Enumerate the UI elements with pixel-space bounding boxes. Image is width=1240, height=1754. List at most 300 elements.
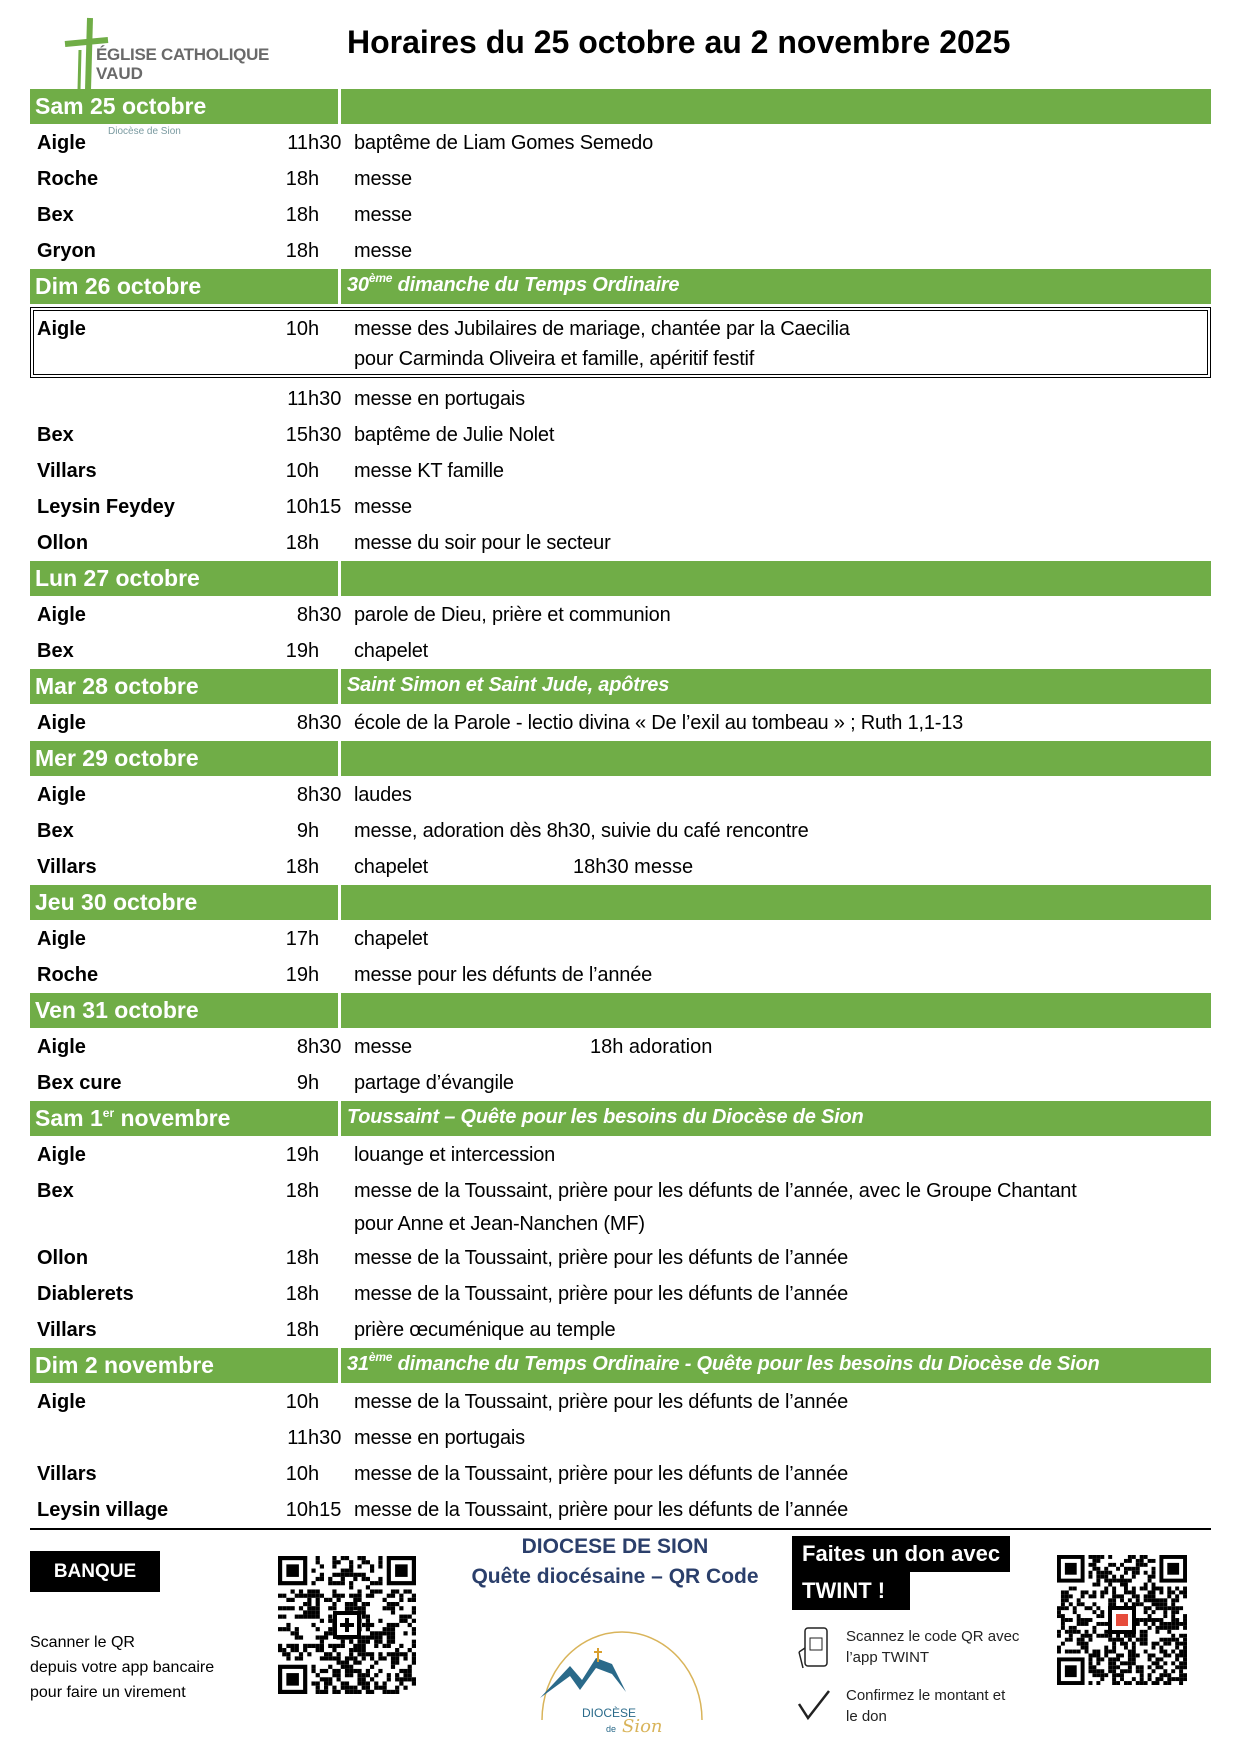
time-minutes: h [308, 1283, 320, 1305]
time [257, 1384, 347, 1420]
qr-module [1124, 1583, 1128, 1587]
qr-module [1069, 1650, 1073, 1654]
qr-module [328, 1677, 332, 1681]
time [257, 1137, 347, 1173]
description [347, 597, 671, 633]
qr-module [1124, 1587, 1128, 1591]
qr-module [366, 1623, 370, 1627]
description-text: messe [354, 1036, 412, 1058]
qr-module [403, 1589, 407, 1593]
qr-module [1163, 1622, 1167, 1626]
qr-module [1163, 1642, 1167, 1646]
qr-module [1144, 1606, 1148, 1610]
qr-module [1120, 1653, 1124, 1657]
qr-module [328, 1581, 332, 1585]
twint-step-text: le don [846, 1708, 887, 1725]
qr-module [303, 1602, 307, 1606]
qr-module [1120, 1594, 1124, 1598]
description-text: baptême de Liam Gomes Semedo [354, 132, 654, 154]
diocese-logo-word: DIOCÈSE [582, 1706, 637, 1720]
qr-module [1069, 1626, 1073, 1630]
qr-module [1108, 1571, 1112, 1575]
qr-module [1171, 1622, 1175, 1626]
qr-module [1100, 1669, 1104, 1673]
place: Bex cure [37, 1072, 122, 1094]
qr-module [1089, 1681, 1093, 1685]
place: Villars [37, 460, 97, 482]
liturgical-note-text: 31 [347, 1353, 369, 1375]
qr-module [1128, 1598, 1132, 1602]
qr-module [1163, 1626, 1167, 1630]
qr-module [403, 1677, 407, 1681]
qr-module [408, 1665, 412, 1669]
qr-module [362, 1677, 366, 1681]
time [257, 381, 347, 417]
qr-module [366, 1602, 370, 1606]
qr-module [311, 1581, 315, 1585]
qr-module [1096, 1669, 1100, 1673]
qr-module [374, 1581, 378, 1585]
qr-module [1128, 1638, 1132, 1642]
qr-module [1140, 1673, 1144, 1677]
qr-module [316, 1556, 320, 1560]
liturgical-note-text: Saint Simon et Saint Jude, apôtres [347, 674, 670, 696]
qr-module [1057, 1646, 1061, 1650]
qr-module [1144, 1610, 1148, 1614]
qr-module [412, 1677, 416, 1681]
qr-module [1061, 1622, 1065, 1626]
qr-module [412, 1610, 416, 1614]
qr-module [387, 1602, 391, 1606]
qr-module [316, 1690, 320, 1694]
schedule-row [30, 1420, 1211, 1456]
qr-module [1140, 1563, 1144, 1567]
qr-module [286, 1623, 290, 1627]
day-label-text: Mer 29 octobre [35, 745, 199, 771]
time-minutes: h [308, 1463, 320, 1485]
qr-module [1171, 1677, 1175, 1681]
qr-module [337, 1690, 341, 1694]
qr-module [403, 1686, 407, 1690]
qr-module [320, 1619, 324, 1623]
qr-module [408, 1589, 412, 1593]
qr-module [311, 1594, 315, 1598]
qr-module [337, 1594, 341, 1598]
qr-module [345, 1606, 349, 1610]
qr-module [345, 1665, 349, 1669]
qr-module [1179, 1622, 1183, 1626]
qr-module [408, 1677, 412, 1681]
qr-module [1175, 1594, 1179, 1598]
qr-module [1120, 1563, 1124, 1567]
qr-module [1159, 1673, 1163, 1677]
qr-module [412, 1681, 416, 1685]
liturgical-note [341, 741, 1211, 776]
qr-module [337, 1644, 341, 1648]
qr-module [324, 1677, 328, 1681]
qr-module [1065, 1598, 1069, 1602]
qr-module [366, 1627, 370, 1631]
time [257, 597, 347, 633]
qr-module [1132, 1587, 1136, 1591]
qr-module [1120, 1575, 1124, 1579]
schedule-row [30, 1492, 1211, 1528]
qr-module [311, 1623, 315, 1627]
qr-module [362, 1610, 366, 1614]
qr-module [1057, 1610, 1061, 1614]
qr-module [303, 1594, 307, 1598]
qr-module [1132, 1646, 1136, 1650]
qr-module [1152, 1618, 1156, 1622]
qr-module [1100, 1571, 1104, 1575]
qr-module [1167, 1642, 1171, 1646]
qr-module [399, 1652, 403, 1656]
qr-module [399, 1598, 403, 1602]
qr-module [1144, 1587, 1148, 1591]
qr-module [374, 1589, 378, 1593]
qr-module [357, 1573, 361, 1577]
description-text: chapelet [354, 856, 429, 878]
qr-module [337, 1573, 341, 1577]
time-hour: 11 [287, 132, 308, 154]
qr-module [1132, 1661, 1136, 1665]
qr-module [328, 1619, 332, 1623]
divider [30, 1528, 1211, 1530]
qr-module [378, 1656, 382, 1660]
qr-module [1120, 1661, 1124, 1665]
qr-module [320, 1656, 324, 1660]
time [257, 417, 347, 453]
qr-module [1163, 1610, 1167, 1614]
qr-module [1167, 1681, 1171, 1685]
time [257, 705, 347, 741]
qr-module [1128, 1650, 1132, 1654]
qr-module [1089, 1653, 1093, 1657]
qr-module [408, 1648, 412, 1652]
qr-module [1132, 1677, 1136, 1681]
qr-module [1171, 1598, 1175, 1602]
time-hour: 17 [285, 928, 308, 950]
qr-module [378, 1564, 382, 1568]
qr-module [366, 1585, 370, 1589]
qr-module [370, 1656, 374, 1660]
qr-module [391, 1656, 395, 1660]
qr-module [1112, 1587, 1116, 1591]
qr-module [332, 1656, 336, 1660]
place: Bex [37, 1180, 74, 1202]
qr-module [353, 1648, 357, 1652]
qr-module [332, 1564, 336, 1568]
qr-module [1155, 1618, 1159, 1622]
qr-module [1112, 1665, 1116, 1669]
qr-module [1124, 1646, 1128, 1650]
qr-module [316, 1681, 320, 1685]
qr-module [412, 1606, 416, 1610]
twint-qr-code[interactable] [1057, 1555, 1187, 1685]
qr-module [1167, 1630, 1171, 1634]
qr-module [1077, 1614, 1081, 1618]
qr-module [316, 1598, 320, 1602]
qr-module [341, 1594, 345, 1598]
qr-module [303, 1610, 307, 1614]
qr-module [303, 1644, 307, 1648]
qr-module [1096, 1614, 1100, 1618]
schedule-row [30, 705, 1211, 741]
qr-module [328, 1631, 332, 1635]
qr-module [1120, 1673, 1124, 1677]
place: Aigle [37, 318, 86, 340]
place: Aigle [37, 132, 86, 154]
place: Aigle [37, 928, 86, 950]
qr-module [311, 1615, 315, 1619]
qr-module [316, 1648, 320, 1652]
bank-instructions [30, 1630, 214, 1705]
qr-module [1171, 1618, 1175, 1622]
time-minutes: h30 [308, 424, 342, 446]
qr-module [1096, 1571, 1100, 1575]
day-label-text: novembre [114, 1105, 231, 1131]
qr-module [1108, 1650, 1112, 1654]
qr-module [1155, 1657, 1159, 1661]
qr-module [1096, 1657, 1100, 1661]
qr-module [1073, 1610, 1077, 1614]
qr-module [412, 1627, 416, 1631]
qr-module [1096, 1634, 1100, 1638]
qr-module [345, 1690, 349, 1694]
qr-module [362, 1652, 366, 1656]
qr-module [1120, 1638, 1124, 1642]
qr-module [311, 1665, 315, 1669]
qr-module [1100, 1614, 1104, 1618]
qr-module [1061, 1598, 1065, 1602]
qr-module [1175, 1653, 1179, 1657]
qr-module [286, 1652, 290, 1656]
qr-module [1089, 1634, 1093, 1638]
qr-module [1144, 1630, 1148, 1634]
day-label-text: Ven 31 octobre [35, 997, 199, 1023]
liturgical-note-text: dimanche du Temps Ordinaire - Quête pour les besoins du Diocèse de Sion [392, 1353, 1100, 1375]
description-text: messe de la Toussaint, prière pour les défunts de l’année [354, 1391, 849, 1413]
diocese-de-sion-logo [530, 1600, 710, 1740]
qr-module [1108, 1634, 1112, 1638]
qr-module [1100, 1657, 1104, 1661]
qr-module [1171, 1626, 1175, 1630]
qr-module [332, 1606, 336, 1610]
qr-module [349, 1606, 353, 1610]
qr-module [387, 1635, 391, 1639]
qr-module [320, 1573, 324, 1577]
time-hour: 11 [287, 388, 308, 410]
schedule-row [30, 1312, 1211, 1348]
schedule-row [30, 921, 1211, 957]
qr-module [1148, 1626, 1152, 1630]
qr-module [337, 1560, 341, 1564]
qr-module [1081, 1634, 1085, 1638]
time [257, 1065, 347, 1101]
qr-module [1140, 1630, 1144, 1634]
qr-module [1108, 1665, 1112, 1669]
description [347, 957, 652, 993]
qr-module [1140, 1681, 1144, 1685]
qr-module [1116, 1681, 1120, 1685]
qr-module [299, 1606, 303, 1610]
qr-module [316, 1594, 320, 1598]
qr-module [332, 1573, 336, 1577]
qr-module [1155, 1606, 1159, 1610]
qr-module [403, 1673, 407, 1677]
bank-qr-code[interactable] [278, 1556, 416, 1694]
qr-module [1120, 1579, 1124, 1583]
qr-module [1183, 1626, 1187, 1630]
qr-module [1092, 1673, 1096, 1677]
qr-module [1136, 1563, 1140, 1567]
qr-module [362, 1556, 366, 1560]
qr-module [366, 1577, 370, 1581]
qr-module [1104, 1567, 1108, 1571]
qr-module [307, 1606, 311, 1610]
qr-module [328, 1665, 332, 1669]
qr-module [403, 1615, 407, 1619]
time-hour: 19 [285, 640, 308, 662]
qr-module [1108, 1661, 1112, 1665]
qr-module [378, 1560, 382, 1564]
qr-module [1144, 1594, 1148, 1598]
qr-module [349, 1581, 353, 1585]
qr-module [295, 1648, 299, 1652]
qr-module [362, 1644, 366, 1648]
qr-module [1140, 1602, 1144, 1606]
qr-module [1120, 1669, 1124, 1673]
qr-module [311, 1669, 315, 1673]
qr-module [311, 1644, 315, 1648]
qr-module [1132, 1567, 1136, 1571]
qr-module [316, 1560, 320, 1564]
time-minutes: h30 [308, 132, 342, 154]
qr-module [324, 1652, 328, 1656]
qr-module [1136, 1665, 1140, 1669]
twint-step [846, 1685, 1005, 1727]
qr-module [387, 1606, 391, 1610]
day-label-text: Jeu 30 octobre [35, 889, 198, 915]
qr-module [412, 1619, 416, 1623]
qr-module [1112, 1657, 1116, 1661]
qr-module [1104, 1622, 1108, 1626]
qr-module [1092, 1567, 1096, 1571]
qr-module [1108, 1602, 1112, 1606]
qr-module [295, 1631, 299, 1635]
qr-module [383, 1690, 387, 1694]
qr-module [1085, 1646, 1089, 1650]
qr-module [357, 1644, 361, 1648]
qr-module [412, 1652, 416, 1656]
qr-module [383, 1627, 387, 1631]
qr-module [1069, 1594, 1073, 1598]
qr-module [324, 1631, 328, 1635]
schedule-row [30, 1029, 1211, 1065]
qr-module [378, 1556, 382, 1560]
qr-module [1183, 1638, 1187, 1642]
qr-module [332, 1594, 336, 1598]
qr-module [1061, 1590, 1065, 1594]
qr-module [291, 1606, 295, 1610]
qr-module [337, 1673, 341, 1677]
qr-module [1092, 1650, 1096, 1654]
time-hour: 10 [285, 496, 308, 518]
day-header [30, 669, 1211, 704]
qr-module [387, 1623, 391, 1627]
qr-module [395, 1623, 399, 1627]
qr-module [1163, 1669, 1167, 1673]
qr-module [1159, 1622, 1163, 1626]
qr-module [1152, 1559, 1156, 1563]
qr-module [1136, 1618, 1140, 1622]
qr-module [1081, 1622, 1085, 1626]
liturgical-note [341, 669, 1211, 704]
qr-module [1069, 1618, 1073, 1622]
logo-text-line3: Diocèse de Sion [108, 126, 181, 137]
qr-module [357, 1669, 361, 1673]
description [347, 705, 963, 741]
qr-module [1144, 1571, 1148, 1575]
qr-module [349, 1669, 353, 1673]
qr-module [316, 1686, 320, 1690]
description-text: messe de la Toussaint, prière pour les défunts de l’année [354, 1499, 849, 1521]
qr-module [357, 1594, 361, 1598]
qr-module [357, 1673, 361, 1677]
qr-module [387, 1652, 391, 1656]
liturgical-note-sup: ème [368, 1350, 393, 1364]
qr-module [303, 1615, 307, 1619]
qr-module [282, 1648, 286, 1652]
qr-module [353, 1669, 357, 1673]
qr-module [1163, 1598, 1167, 1602]
time-minutes: h15 [308, 496, 342, 518]
qr-module [1163, 1661, 1167, 1665]
qr-module [395, 1564, 408, 1577]
qr-module [383, 1681, 387, 1685]
qr-module [1065, 1650, 1069, 1654]
time-minutes: h [308, 640, 320, 662]
qr-module [412, 1644, 416, 1648]
qr-module [1175, 1626, 1179, 1630]
qr-module [1085, 1622, 1089, 1626]
qr-module [1136, 1559, 1140, 1563]
description [347, 314, 850, 374]
qr-module [307, 1602, 311, 1606]
qr-module [357, 1661, 361, 1665]
qr-module [1140, 1587, 1144, 1591]
qr-module [1183, 1614, 1187, 1618]
qr-module [1092, 1590, 1096, 1594]
liturgical-note-text: Toussaint – Quête pour les besoins du Diocèse de Sion [347, 1106, 864, 1128]
qr-module [320, 1564, 324, 1568]
description [347, 233, 412, 269]
description-text: messe de la Toussaint, prière pour les défunts de l’année [354, 1283, 849, 1305]
description [347, 453, 504, 489]
schedule-row [30, 1173, 1211, 1240]
qr-module [1081, 1646, 1085, 1650]
qr-module [1175, 1610, 1179, 1614]
qr-module [1096, 1653, 1100, 1657]
day-label-text: Mar 28 octobre [35, 673, 199, 699]
qr-module [349, 1569, 353, 1573]
qr-module [391, 1661, 395, 1665]
qr-module [395, 1661, 399, 1665]
place: Gryon [37, 240, 96, 262]
day-label-sup: er [102, 1106, 115, 1120]
qr-module [332, 1644, 336, 1648]
qr-module [357, 1598, 361, 1602]
